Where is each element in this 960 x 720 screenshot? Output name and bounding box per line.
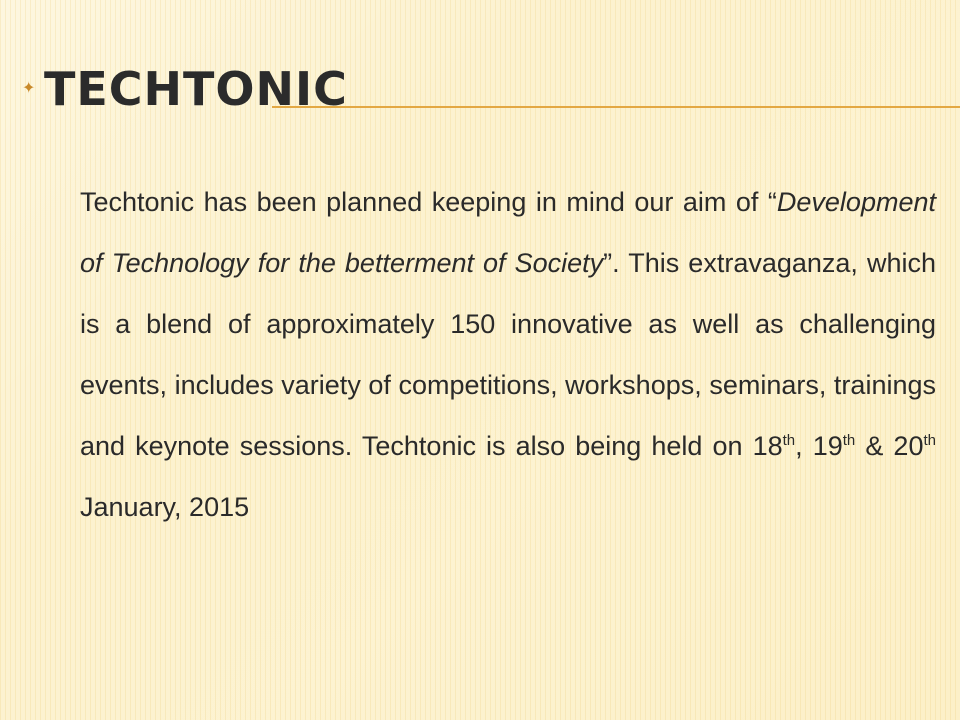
paragraph-intro: Techtonic has been planned keeping in mind our aim of “ xyxy=(80,187,777,217)
date-20: 20 xyxy=(893,431,924,461)
paragraph-quote: Development of Technology for the betterment of Society xyxy=(80,187,936,278)
date-19-suffix: th xyxy=(842,432,856,449)
paragraph-middle: ”. This extravaganza, which is a blend of approximately 150 innovative as well as challenging events, includes variety of competitions, workshops, seminars, trainings and keynote sessions. Techtonic is also being held on xyxy=(80,248,937,461)
body-paragraph xyxy=(80,172,936,538)
date-18: 18 xyxy=(752,431,783,461)
date-separator-2: & xyxy=(855,431,894,461)
date-18-suffix: th xyxy=(782,432,796,449)
star-bullet-icon: ✦ xyxy=(22,78,36,97)
date-19: 19 xyxy=(812,431,843,461)
date-separator-1: , xyxy=(795,431,813,461)
slide-title: TECHTONIC xyxy=(44,62,348,116)
paragraph-ending: January, 2015 xyxy=(80,492,250,522)
title-underline xyxy=(272,106,960,108)
date-20-suffix: th xyxy=(923,432,936,449)
